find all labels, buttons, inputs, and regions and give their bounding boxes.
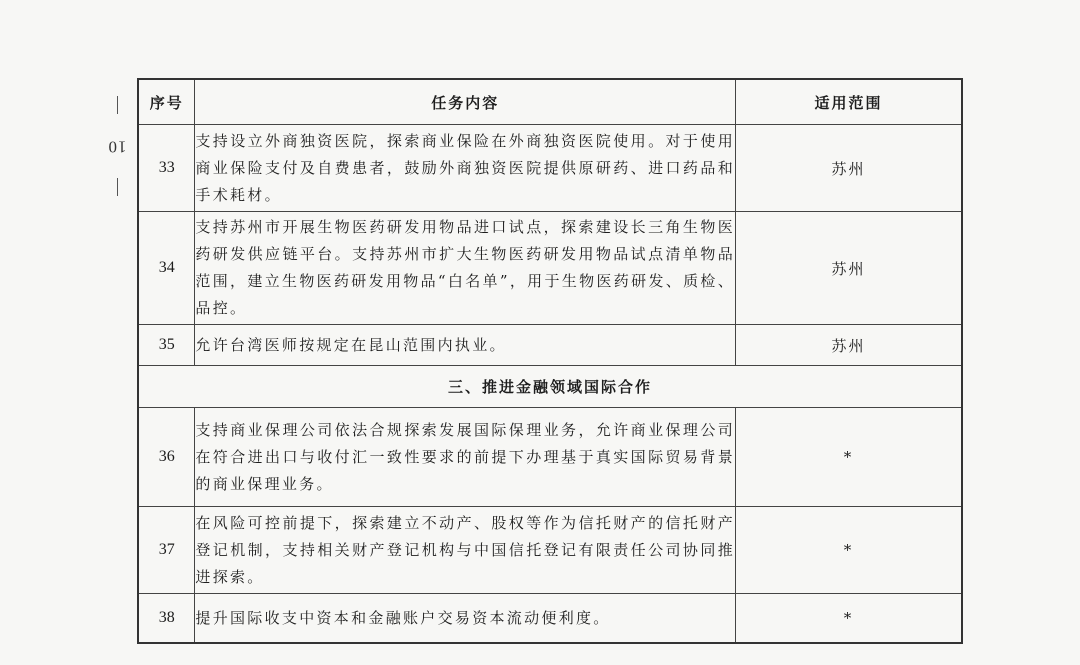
header-task: 任务内容 xyxy=(195,79,736,125)
section-title: 三、推进金融领域国际合作 xyxy=(138,366,962,408)
document-sheet xyxy=(137,78,963,644)
header-scope: 适用范围 xyxy=(736,79,962,125)
row-scope: 苏州 xyxy=(736,125,962,212)
table-header-row xyxy=(138,79,962,125)
row-number: 34 xyxy=(138,212,195,325)
page-number-dash-bottom xyxy=(117,178,118,196)
task-table xyxy=(137,78,963,644)
table-row xyxy=(138,594,962,644)
row-number: 37 xyxy=(138,507,195,594)
row-number: 35 xyxy=(138,325,195,366)
table-row xyxy=(138,125,962,212)
row-task: 提升国际收支中资本和金融账户交易资本流动便利度。 xyxy=(195,594,736,644)
row-scope: 苏州 xyxy=(736,212,962,325)
page-number-dash-top xyxy=(117,96,118,114)
row-number: 36 xyxy=(138,408,195,507)
table-row xyxy=(138,408,962,507)
row-scope: 苏州 xyxy=(736,325,962,366)
row-number: 33 xyxy=(138,125,195,212)
row-task: 允许台湾医师按规定在昆山范围内执业。 xyxy=(195,325,736,366)
row-scope: * xyxy=(736,408,962,507)
row-scope: * xyxy=(736,594,962,644)
page-number-value: 10 xyxy=(107,137,127,156)
table-row xyxy=(138,507,962,594)
row-number: 38 xyxy=(138,594,195,644)
table-row xyxy=(138,325,962,366)
row-task: 在风险可控前提下，探索建立不动产、股权等作为信托财产的信托财产登记机制，支持相关财产登记机构与中国信托登记有限责任公司协同推进探索。 xyxy=(195,507,736,594)
row-scope: * xyxy=(736,507,962,594)
row-task: 支持设立外商独资医院，探索商业保险在外商独资医院使用。对于使用商业保险支付及自费患者，鼓励外商独资医院提供原研药、进口药品和手术耗材。 xyxy=(195,125,736,212)
header-no: 序号 xyxy=(138,79,195,125)
page-number xyxy=(104,96,130,196)
table-row xyxy=(138,212,962,325)
row-task: 支持商业保理公司依法合规探索发展国际保理业务，允许商业保理公司在符合进出口与收付汇一致性要求的前提下办理基于真实国际贸易背景的商业保理业务。 xyxy=(195,408,736,507)
row-task: 支持苏州市开展生物医药研发用物品进口试点，探索建设长三角生物医药研发供应链平台。支持苏州市扩大生物医药研发用物品试点清单物品范围，建立生物医药研发用物品“白名单”，用于生物医药研发、质检、品控。 xyxy=(195,212,736,325)
section-row xyxy=(138,366,962,408)
